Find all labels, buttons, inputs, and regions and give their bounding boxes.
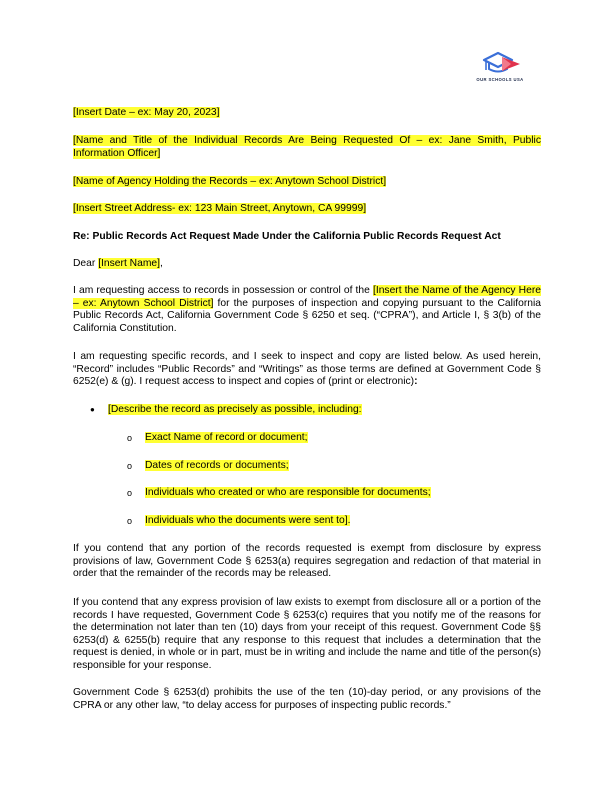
list-sub-item [145,515,350,528]
list-sub-text: Dates of records or documents; [145,460,289,471]
paragraph-colon: : [414,376,418,388]
salutation [73,258,541,271]
sub-bullet-icon: o [127,488,133,498]
paragraph-exemption-segregation: If you contend that any portion of the records requested is exempt from disclosure by express provisions of law, Government Code § 6253(a) requires segregation and redaction of that material in order that the remainder of the records may be released. [73,543,541,580]
paragraph-text: I am requesting access to records in possession or control of the [73,285,373,296]
address-placeholder: [Insert Street Address- ex: 123 Main Street, Anytown, CA 99999] [73,203,367,214]
list-sub-text: Individuals who created or who are responsible for documents; [145,487,431,498]
address-line [73,203,541,216]
agency-line [73,176,541,189]
agency-placeholder: [Name of Agency Holding the Records – ex: Anytown School District] [73,176,387,187]
recipient-line [73,135,541,160]
paragraph-access-request [73,285,541,335]
sub-bullet-icon: o [127,433,133,443]
date-line [73,107,541,120]
list-sub-text: Exact Name of record or document; [145,432,308,443]
subject-line: Re: Public Records Act Request Made Under the California Public Records Request Act [73,231,501,242]
salutation-suffix: , [160,258,163,269]
paragraph-delay-prohibition: Government Code § 6253(d) prohibits the use of the ten (10)-day period, or any provisions of the CPRA or any other law, “to delay access for purposes of inspecting public records.” [73,687,541,711]
our-schools-usa-logo [474,50,526,92]
list-sub-item [145,432,308,445]
bullet-icon: ● [90,405,95,414]
paragraph-text: I am requesting specific records, and I seek to inspect and copy are listed below. As used herein, “Record” includes “Public Records” and “Writings” as those terms are defined at Government Code § 6252(e) & (g). I request access to inspect and copies of (print or electronic) [73,351,541,388]
paragraph-text: for the purposes of inspection and copying pursuant to the California Public Records Act, California Government Code § 6250 et seq. (“CPRA”), and Article I, § 3(b) of the California Constitution. [73,297,541,334]
graduation-cap-icon [478,50,522,76]
list-sub-text: Individuals who the documents were sent to]. [145,515,351,526]
salutation-name-placeholder: [Insert Name] [98,258,160,269]
logo-text: OUR SCHOOLS USA [476,77,524,82]
sub-bullet-icon: o [127,461,133,471]
paragraph-specific-records [73,351,541,389]
list-sub-item [145,460,289,473]
recipient-placeholder: [Name and Title of the Individual Records Are Being Requested Of – ex: Jane Smith, Public Information Officer] [73,135,541,159]
sub-bullet-icon: o [127,516,133,526]
agency-name-placeholder: [Insert the Name of the Agency Here – ex: Anytown School District] [73,285,541,309]
list-main-text: [Describe the record as precisely as possible, including: [108,404,362,415]
list-sub-item [145,487,431,500]
paragraph-notification-requirements: If you contend that any express provision of law exists to exempt from disclosure all or a portion of the records I have requested, Government Code § 6253(c) requires that you notify me of the reasons for the determination not later than ten (10) days from your receipt of this request. Government Code §§ 6253(d) & 6255(b) require that any response to this request that includes a determination that the request is denied, in whole or in part, must be in writing and include the name and title of the person(s) responsible for your response. [73,597,541,671]
salutation-prefix: Dear [73,258,99,269]
list-main-item [108,404,362,417]
date-placeholder: [Insert Date – ex: May 20, 2023] [73,107,220,118]
